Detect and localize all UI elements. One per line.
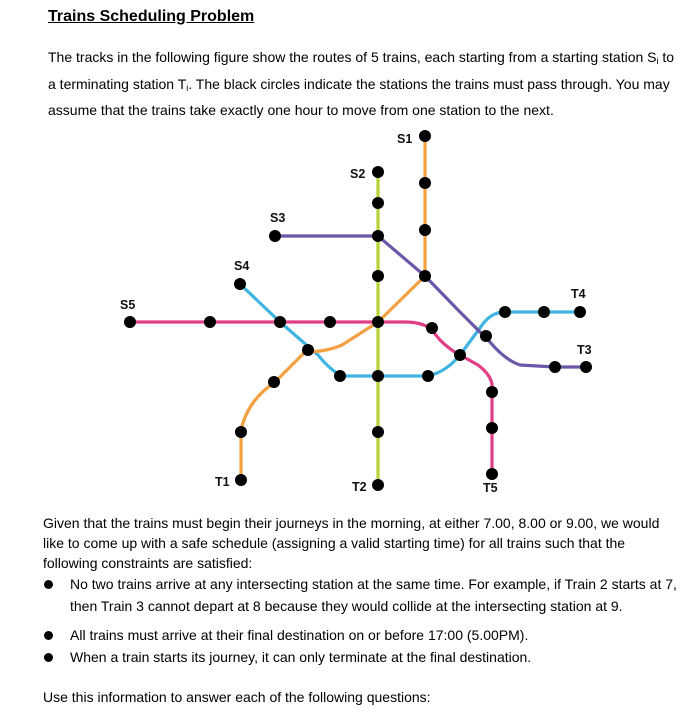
bullet-icon <box>44 631 53 640</box>
subscript-i-1: i <box>656 56 659 66</box>
constraints-list <box>40 574 680 668</box>
list-item <box>40 574 680 617</box>
constraints-intro: Given that the trains must begin their journeys in the morning, at either 7.00, 8.00 or 9.00, we would like to come up with a safe schedule (assigning a valid starting time) for all trains such that the following constraints are satisfied: <box>43 515 660 571</box>
page-title: Trains Scheduling Problem <box>48 8 255 25</box>
constraint-text: When a train starts its journey, it can only terminate at the final destination. <box>70 648 532 665</box>
station <box>235 426 247 438</box>
constraint-text: No two trains arrive at any intersecting station at the same time. For example, if Train 2 starts at 7, then Train 3 cannot depart at 8 because they would collide at the intersecting station at 9. <box>70 576 677 614</box>
station <box>426 322 438 334</box>
station <box>204 316 216 328</box>
station <box>274 316 286 328</box>
station <box>486 386 498 398</box>
station <box>422 370 434 382</box>
label-s3: S3 <box>270 211 286 225</box>
station <box>268 376 280 388</box>
label-s4: S4 <box>234 259 250 273</box>
station <box>302 344 314 356</box>
station <box>549 361 561 373</box>
list-item <box>40 647 680 669</box>
intro-text-1: The tracks in the following figure show the routes of 5 trains, each starting from a starting station S <box>48 49 657 65</box>
station <box>334 370 346 382</box>
train-3-route <box>275 236 586 367</box>
intro-text-3: . The black circles indicate the stations the trains must pass through. You may assume that the trains take exactly one hour to move from one station to the next. <box>48 75 670 118</box>
station <box>372 230 384 242</box>
label-t5: T5 <box>483 481 498 495</box>
station <box>372 270 384 282</box>
station <box>480 330 492 342</box>
station <box>372 316 384 328</box>
station <box>454 349 466 361</box>
bullet-icon <box>44 653 53 662</box>
label-t1: T1 <box>215 475 230 489</box>
station-s4 <box>234 278 246 290</box>
label-t4: T4 <box>571 287 586 301</box>
station <box>419 270 431 282</box>
station-t3 <box>580 361 592 373</box>
label-s1: S1 <box>397 132 413 146</box>
label-t3: T3 <box>577 343 592 357</box>
list-item <box>40 625 680 647</box>
closing-text: Use this information to answer each of the following questions: <box>43 689 431 705</box>
station-s2 <box>372 166 384 178</box>
label-s2: S2 <box>350 167 366 181</box>
station-s5 <box>124 316 136 328</box>
station <box>372 197 384 209</box>
station <box>538 306 550 318</box>
label-s5: S5 <box>120 298 136 312</box>
subscript-i-2: i <box>186 82 189 93</box>
label-t2: T2 <box>352 480 367 494</box>
station <box>486 422 498 434</box>
station <box>372 426 384 438</box>
bullet-icon <box>44 580 53 589</box>
station-t5 <box>486 468 498 480</box>
station-t2 <box>372 479 384 491</box>
station <box>324 316 336 328</box>
train-5-route <box>130 322 492 470</box>
constraint-text: All trains must arrive at their final destination on or before 17:00 (5.00PM). <box>70 627 529 643</box>
station <box>419 224 431 236</box>
intro-text-2: to a terminating station T <box>48 49 675 92</box>
station <box>499 306 511 318</box>
train-4-route <box>240 284 580 376</box>
station <box>372 370 384 382</box>
station-t4 <box>574 306 586 318</box>
train-1-route <box>241 136 425 475</box>
station-s1 <box>419 130 431 142</box>
station-t1 <box>235 474 247 486</box>
station-s3 <box>269 230 281 242</box>
station <box>419 177 431 189</box>
